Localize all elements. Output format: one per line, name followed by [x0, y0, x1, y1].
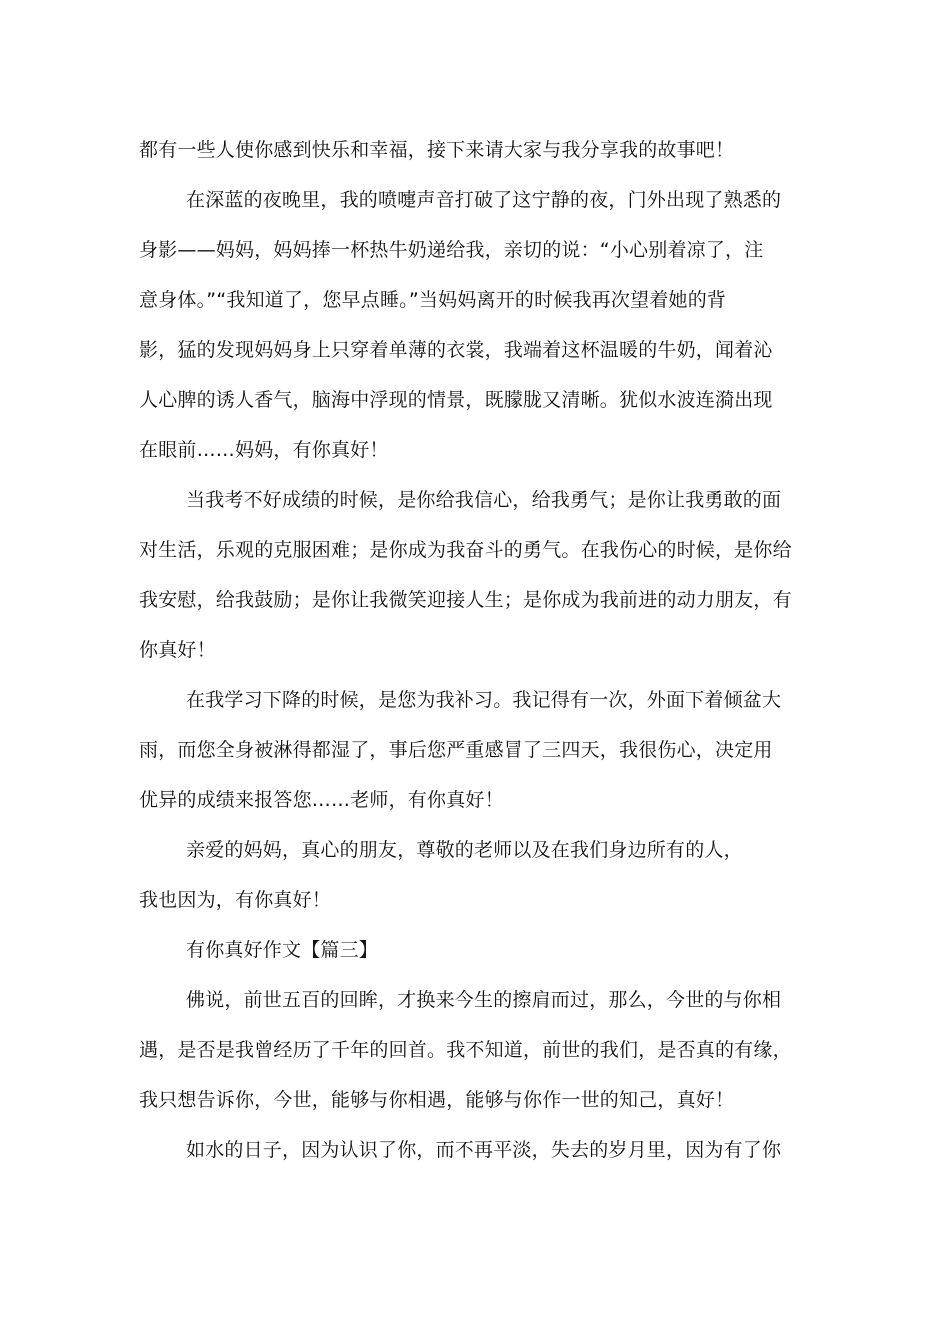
text-line-15: 亲爱的妈妈，真心的朋友，尊敬的老师以及在我们身边所有的人，	[186, 839, 743, 861]
text-line-2: 在深蓝的夜晚里，我的喷嚏声音打破了这宁静的夜，门外出现了熟悉的	[186, 189, 782, 211]
section-heading: 有你真好作文【篇三】	[186, 939, 379, 961]
text-line-10: 我安慰，给我鼓励；是你让我微笑迎接人生；是你成为我前进的动力朋友，有	[139, 589, 792, 611]
text-line-1: 都有一些人使你感到快乐和幸福，接下来请大家与我分享我的故事吧！	[139, 139, 735, 161]
text-line-13: 雨，而您全身被淋得都湿了，事后您严重感冒了三四天，我很伤心，决定用	[139, 739, 773, 761]
text-line-6: 人心脾的诱人香气，脑海中浮现的情景，既朦胧又清晰。犹似水波连漪出现	[139, 389, 773, 411]
text-line-20: 我只想告诉你，今世，能够与你相遇，能够与你作一世的知己，真好！	[139, 1089, 735, 1111]
text-line-5: 影，猛的发现妈妈身上只穿着单薄的衣裳，我端着这杯温暖的牛奶，闻着沁	[139, 339, 773, 361]
text-line-16: 我也因为，有你真好！	[139, 889, 332, 911]
text-line-19: 遇，是否是我曾经历了千年的回首。我不知道，前世的我们，是否真的有缘，	[139, 1039, 792, 1061]
text-line-9: 对生活，乐观的克服困难；是你成为我奋斗的勇气。在我伤心的时候，是你给	[139, 539, 792, 561]
text-line-3: 身影——妈妈，妈妈捧一杯热牛奶递给我，亲切的说：“小心别着凉了，注	[139, 239, 764, 261]
text-line-7: 在眼前……妈妈，有你真好！	[139, 439, 389, 461]
text-line-18: 佛说，前世五百的回眸，才换来今生的擦肩而过，那么，今世的与你相	[186, 989, 782, 1011]
text-line-8: 当我考不好成绩的时候，是你给我信心，给我勇气；是你让我勇敢的面	[186, 489, 782, 511]
text-line-4: 意身体。”“我知道了，您早点睡。”当妈妈离开的时候我再次望着她的背	[139, 289, 727, 311]
text-line-14: 优异的成绩来报答您……老师，有你真好！	[139, 789, 504, 811]
text-line-21: 如水的日子，因为认识了你，而不再平淡，失去的岁月里，因为有了你	[186, 1139, 782, 1161]
text-line-12: 在我学习下降的时候，是您为我补习。我记得有一次，外面下着倾盆大	[186, 689, 782, 711]
text-line-11: 你真好！	[139, 639, 216, 661]
